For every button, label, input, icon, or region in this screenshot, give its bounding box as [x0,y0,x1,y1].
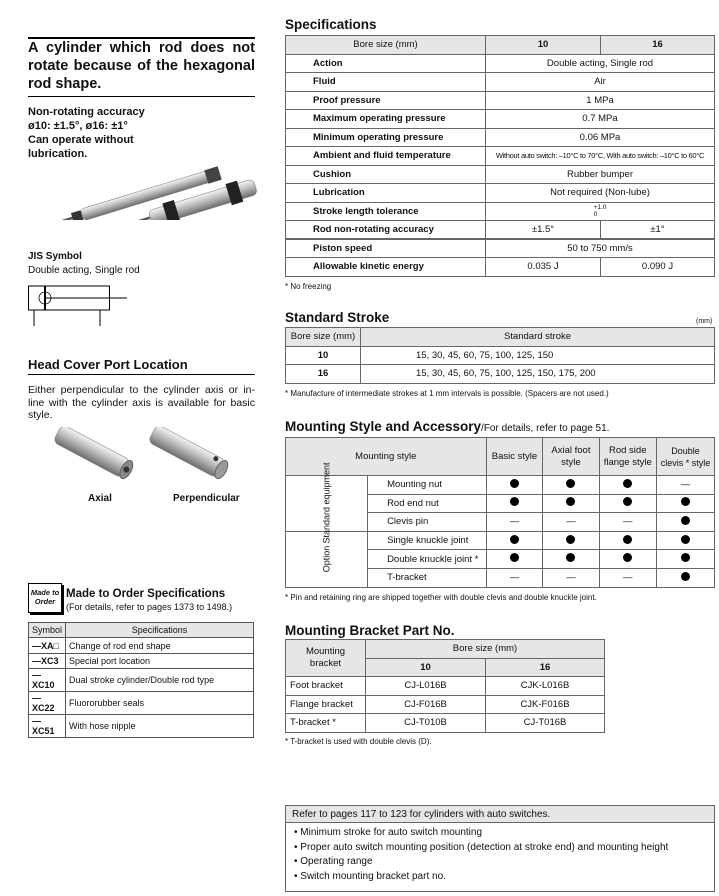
group-label: Standard equipment [321,462,332,544]
table-row [286,239,715,258]
mto-spec: With hose nipple [66,715,254,738]
group-standard-equipment [286,462,368,544]
mounting-bracket-note: * T-bracket is used with double clevis (D). [285,737,432,746]
spec-value: 0.06 MPa [486,128,715,147]
table-row [29,669,254,692]
jis-cylinder-symbol [28,282,128,328]
product-headline: A cylinder which rod does not rotate because of the hexagonal rod shape. [28,37,255,97]
mark-cell: — [656,476,714,495]
mto-spec: Dual stroke cylinder/Double rod type [66,669,254,692]
table-header-cell: 10 [366,658,486,677]
mark-cell [543,476,599,495]
filled-dot-icon [681,535,690,544]
part-number: CJK-L016B [486,677,605,696]
filled-dot-icon [681,553,690,562]
filled-dot-icon [681,572,690,581]
spec-label: Allowable kinetic energy [286,258,486,277]
spec-value: 0.090 J [601,258,715,277]
mark-cell [656,494,714,513]
perpendicular-caption: Perpendicular [173,493,240,504]
specifications-table [285,35,715,277]
table-row [286,677,605,696]
mark-cell [656,550,714,569]
standard-stroke-note: * Manufacture of intermediate strokes at 1 mm intervals is possible. (Spacers are not used.) [285,389,609,398]
standard-stroke-title: Standard Stroke [285,310,390,325]
mounting-title-text: Mounting Style and Accessory [285,419,482,434]
mark-cell: — [486,513,543,532]
tolerance-lower: 0 [593,211,598,219]
spec-label: Minimum operating pressure [286,128,486,147]
mounting-style-title [285,419,609,434]
mark-cell [656,568,714,587]
auto-switch-heading: Refer to pages 117 to 123 for cylinders with auto switches. [286,806,714,823]
mark-cell: — [599,568,656,587]
filled-dot-icon [623,535,632,544]
table-row [29,715,254,738]
part-number: CJ-T016B [486,714,605,733]
mark-cell: — [543,568,599,587]
table-row [286,110,715,129]
spec-label: Cushion [286,165,486,184]
spec-value: 1 MPa [486,91,715,110]
filled-dot-icon [623,497,632,506]
table-header-cell: Bore size (mm) [366,640,605,659]
spec-label: Maximum operating pressure [286,110,486,129]
table-row [29,638,254,653]
table-header-cell: Axial foot style [543,438,599,476]
table-row [286,695,605,714]
table-header-cell: Mounting style [286,438,487,476]
mounting-bracket-title: Mounting Bracket Part No. [285,623,455,638]
mark-cell [486,476,543,495]
list-item: • Switch mounting bracket part no. [294,870,446,882]
mounting-style-table [285,437,715,588]
filled-dot-icon [566,535,575,544]
perpendicular-port-photo [145,427,235,482]
mto-symbol: —XC51 [29,715,66,738]
spec-label: Ambient and fluid temperature [286,147,486,166]
spec-label: Stroke length tolerance [286,202,486,221]
spec-label: Action [286,54,486,73]
mounting-style-note: * Pin and retaining ring are shipped together with double clevis and double knuckle joint. [285,593,597,602]
bracket-name: T-bracket * [286,714,366,733]
mark-cell [656,531,714,550]
bore-size: 10 [286,346,361,365]
spec-value: Without auto switch: –10°C to 70°C, With auto switch: –10°C to 60°C [486,147,715,166]
table-row [286,128,715,147]
stroke-unit: (mm) [696,318,713,325]
jis-symbol-subtitle: Double acting, Single rod [28,265,140,276]
bore-size: 16 [286,365,361,384]
filled-dot-icon [623,479,632,488]
accuracy-line: Non-rotating accuracy [28,106,145,118]
mounting-title-sub: /For details, refer to page 51. [481,423,610,434]
list-item: • Proper auto switch mounting position (detection at stroke end) and mounting height [294,841,669,853]
spec-value: 50 to 750 mm/s [486,239,715,258]
spec-value [486,202,715,221]
filled-dot-icon [510,553,519,562]
stroke-values: 15, 30, 45, 60, 75, 100, 125, 150, 175, 200 [361,365,715,384]
tolerance-upper: +1.0 [593,204,607,212]
axial-caption: Axial [88,493,112,504]
filled-dot-icon [510,497,519,506]
filled-dot-icon [681,516,690,525]
table-header-cell: 10 [486,36,601,55]
mark-cell [599,550,656,569]
mto-symbol: —XC10 [29,669,66,692]
mark-cell [486,531,543,550]
accessory-name: Mounting nut [368,476,487,495]
spec-label: Lubrication [286,184,486,203]
mto-spec: Fluororubber seals [66,692,254,715]
filled-dot-icon [681,497,690,506]
table-header-cell: 16 [486,658,605,677]
accessory-name: Rod end nut [368,494,487,513]
table-row [286,165,715,184]
mto-logo-line: Made to [30,588,60,597]
spec-value: Not required (Non-lube) [486,184,715,203]
mark-cell [486,494,543,513]
table-header-cell: Standard stroke [361,328,715,347]
table-row [286,147,715,166]
list-item: • Minimum stroke for auto switch mounting [294,827,483,838]
table-row [286,221,715,240]
part-number: CJ-F016B [366,695,486,714]
mark-cell [543,494,599,513]
bracket-name: Flange bracket [286,695,366,714]
accessory-name: Clevis pin [368,513,487,532]
table-row [286,365,715,384]
table-row [286,202,715,221]
mark-cell [543,531,599,550]
accessory-name: Double knuckle joint * [368,550,487,569]
spec-value: Double acting, Single rod [486,54,715,73]
part-number: CJ-L016B [366,677,486,696]
bracket-name: Foot bracket [286,677,366,696]
mark-cell: — [486,568,543,587]
spec-value: 0.7 MPa [486,110,715,129]
spec-value: 0.035 J [486,258,601,277]
filled-dot-icon [566,497,575,506]
mto-logo-line: Order [34,597,56,606]
table-row [29,692,254,715]
mto-symbol: —XA□ [29,638,66,653]
table-row [29,653,254,668]
auto-switch-list [286,823,714,887]
spec-value: Air [486,73,715,92]
jis-symbol-title: JIS Symbol [28,251,82,262]
standard-stroke-table [285,327,715,384]
mark-cell [599,476,656,495]
mark-cell [543,550,599,569]
table-row [286,714,605,733]
mto-symbol: —XC22 [29,692,66,715]
head-cover-port-title: Head Cover Port Location [28,357,255,375]
mark-cell: — [543,513,599,532]
table-header-cell: Mounting bracket [286,640,366,677]
spec-value: ±1° [601,221,715,240]
mto-spec: Change of rod end shape [66,638,254,653]
part-number: CJ-T010B [366,714,486,733]
mark-cell [599,531,656,550]
table-header-cell: Bore size (mm) [286,328,361,347]
table-row [286,184,715,203]
filled-dot-icon [566,479,575,488]
axial-port-photo [50,427,140,482]
table-row [286,91,715,110]
made-to-order-subtitle: (For details, refer to pages 1373 to 1498.) [66,602,233,612]
mto-symbol: —XC3 [29,653,66,668]
spec-value: Rubber bumper [486,165,715,184]
head-cover-port-description: Either perpendicular to the cylinder axis or in-line with the cylinder axis is available for basic style. [28,384,255,421]
filled-dot-icon [510,535,519,544]
mark-cell [486,550,543,569]
table-header-cell: Basic style [486,438,543,476]
accessory-name: Single knuckle joint [368,531,487,550]
filled-dot-icon [566,553,575,562]
spec-value: ±1.5° [486,221,601,240]
spec-label: Proof pressure [286,91,486,110]
stroke-values: 15, 30, 45, 60, 75, 100, 125, 150 [361,346,715,365]
table-header-cell: Bore size (mm) [286,36,486,55]
table-header-cell: Rod side flange style [599,438,656,476]
table-row [286,54,715,73]
table-row [286,346,715,365]
accuracy-line: lubrication. [28,148,88,160]
filled-dot-icon [510,479,519,488]
list-item: • Operating range [294,856,373,868]
spec-label: Piston speed [286,239,486,258]
auto-switch-reference-box [285,805,715,892]
table-header-cell: Double clevis * style [656,438,714,476]
accessory-name: T-bracket [368,568,487,587]
table-row [286,531,715,550]
specifications-note: * No freezing [285,282,332,291]
mark-cell [599,494,656,513]
table-header-cell: Symbol [29,623,66,638]
filled-dot-icon [623,553,632,562]
part-number: CJK-F016B [486,695,605,714]
made-to-order-title: Made to Order Specifications [66,588,226,600]
mto-spec: Special port location [66,653,254,668]
table-row [286,476,715,495]
group-label: Option [321,545,332,572]
accuracy-line: ø10: ±1.5°, ø16: ±1° [28,120,128,132]
mark-cell [656,513,714,532]
mark-cell: — [599,513,656,532]
table-row [286,258,715,277]
spec-label: Fluid [286,73,486,92]
specifications-title: Specifications [285,17,377,32]
mounting-bracket-table [285,639,605,733]
table-header-cell: Specifications [66,623,254,638]
accuracy-line: Can operate without [28,134,134,146]
made-to-order-table [28,622,254,738]
cylinder-product-photo [26,150,266,220]
table-row [286,73,715,92]
table-header-cell: 16 [601,36,715,55]
made-to-order-logo [28,583,62,613]
spec-label: Rod non-rotating accuracy [286,221,486,240]
